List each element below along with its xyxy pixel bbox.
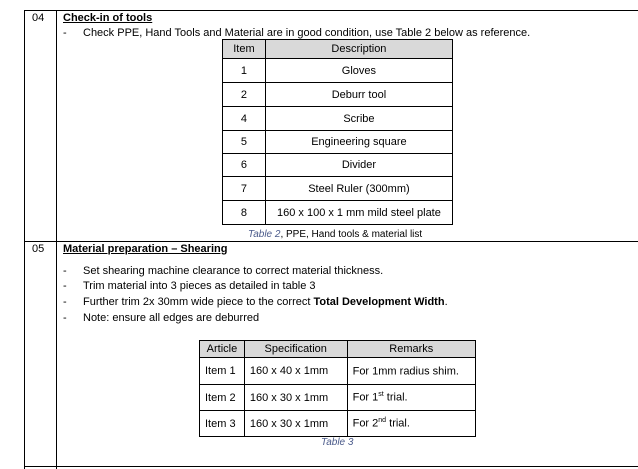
table-row [223, 131, 453, 154]
item-number: 6 [223, 154, 266, 177]
bullet-dash: - [63, 312, 67, 324]
item-number: 2 [223, 83, 266, 107]
item-number: 4 [223, 107, 266, 131]
table-2-caption [248, 229, 422, 240]
bullet-dash: - [63, 280, 67, 292]
item-description: Steel Ruler (300mm) [265, 177, 452, 201]
table-3-caption [321, 437, 353, 448]
step-05-bullet [63, 280, 316, 292]
bullet-text: Further trim 2x 30mm wide piece to the correct [83, 296, 314, 308]
header-specification: Specification [244, 341, 347, 358]
bullet-bold-text: Total Development Width [313, 296, 445, 308]
table-row [223, 59, 453, 83]
article-cell: Item 2 [200, 385, 245, 411]
item-number: 5 [223, 131, 266, 154]
item-description: Deburr tool [265, 83, 452, 107]
step-04-title: Check-in of tools [63, 12, 153, 24]
bullet-text: Check PPE, Hand Tools and Material are in good condition, use Table 2 below as reference. [83, 27, 531, 39]
caption-label: Table 3 [321, 437, 354, 448]
step-05-bullet [63, 312, 259, 324]
table-row [200, 358, 476, 385]
table-2 [222, 39, 453, 225]
bullet-end: . [444, 296, 448, 308]
table-bottom-border [24, 466, 638, 467]
item-number: 7 [223, 177, 266, 201]
bullet-dash: - [63, 296, 67, 308]
specification-cell: 160 x 30 x 1mm [244, 411, 347, 437]
item-number: 1 [223, 59, 266, 83]
remarks-cell: For 1mm radius shim. [347, 358, 475, 385]
item-description: Gloves [265, 59, 452, 83]
item-number: 8 [223, 201, 266, 225]
item-description: 160 x 100 x 1 mm mild steel plate [265, 201, 452, 225]
item-description: Engineering square [265, 131, 452, 154]
article-cell: Item 3 [200, 411, 245, 437]
table-row [223, 107, 453, 131]
header-remarks: Remarks [347, 341, 475, 358]
item-description: Scribe [265, 107, 452, 131]
table-row [223, 201, 453, 225]
table-top-border [24, 10, 638, 11]
caption-text: , PPE, Hand tools & material list [280, 229, 423, 240]
header-description: Description [265, 40, 452, 59]
article-cell: Item 1 [200, 358, 245, 385]
step-number-04: 04 [32, 12, 45, 24]
step-05-title: Material preparation – Shearing [63, 243, 228, 255]
step-05-bullet [63, 265, 383, 277]
remarks-cell: For 2nd trial. [347, 411, 475, 437]
table-row [223, 177, 453, 201]
table-3 [199, 340, 476, 437]
bullet-dash: - [63, 27, 67, 39]
left-border [24, 10, 25, 469]
bullet-text: Trim material into 3 pieces as detailed in table 3 [83, 280, 316, 292]
row-divider [24, 241, 638, 242]
table-row [223, 154, 453, 177]
bullet-text: Set shearing machine clearance to correct material thickness. [83, 265, 384, 277]
specification-cell: 160 x 40 x 1mm [244, 358, 347, 385]
item-description: Divider [265, 154, 452, 177]
table-row [200, 411, 476, 437]
header-article: Article [200, 341, 245, 358]
number-column-border [56, 10, 57, 469]
step-05-bullet [63, 296, 448, 308]
remarks-cell: For 1st trial. [347, 385, 475, 411]
table-row [200, 385, 476, 411]
header-item: Item [223, 40, 266, 59]
bullet-text: Note: ensure all edges are deburred [83, 312, 260, 324]
step-04-bullet [63, 27, 530, 39]
specification-cell: 160 x 30 x 1mm [244, 385, 347, 411]
caption-label: Table 2 [248, 229, 281, 240]
step-number-05: 05 [32, 243, 45, 255]
bullet-dash: - [63, 265, 67, 277]
table-row [223, 83, 453, 107]
